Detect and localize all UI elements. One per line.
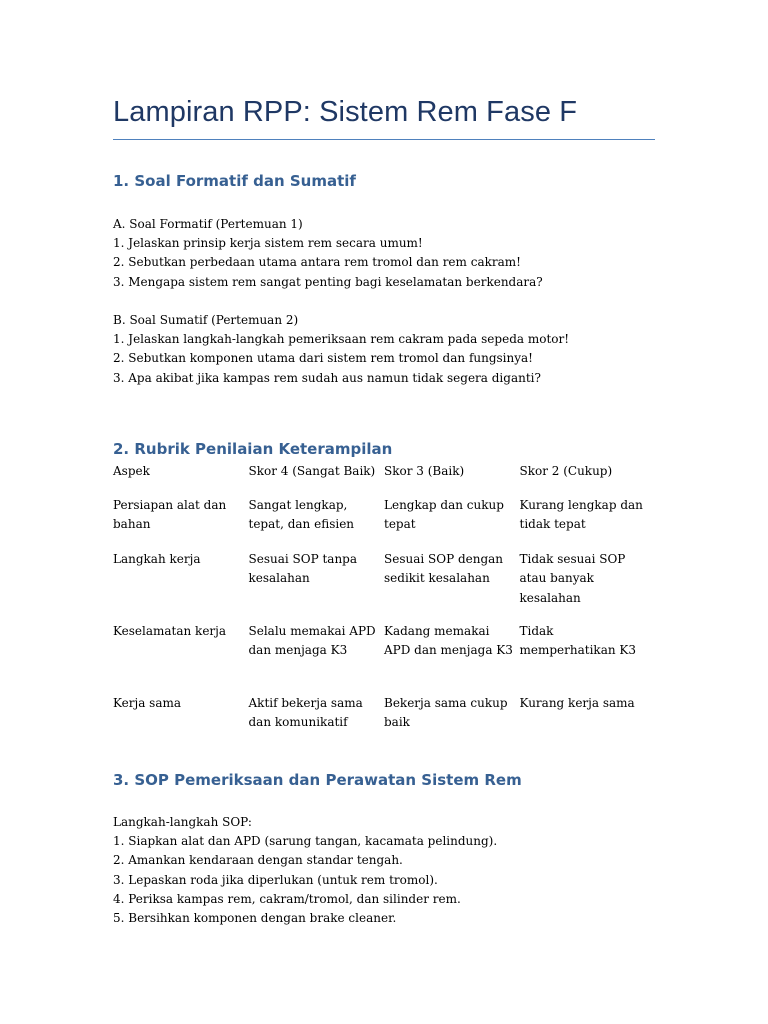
rubric-row (113, 494, 655, 548)
rubric-column-header: Skor 2 (Cukup) (519, 464, 613, 478)
rubric-row (113, 620, 655, 692)
formatif-question: 2. Sebutkan perbedaan utama antara rem tromol dan rem cakram! (113, 255, 521, 270)
rubric-column-header: Aspek (113, 464, 150, 478)
sop-step: 3. Lepaskan roda jika diperlukan (untuk rem tromol). (113, 872, 438, 887)
section-heading-sop: 3. SOP Pemeriksaan dan Perawatan Sistem Rem (113, 771, 522, 789)
rubric-cell: Tidak memperhatikan K3 (519, 624, 636, 658)
sumatif-question: 2. Sebutkan komponen utama dari sistem rem tromol dan fungsinya! (113, 351, 533, 366)
section-heading-rubrik: 2. Rubrik Penilaian Keterampilan (113, 440, 393, 458)
title-underline (113, 139, 655, 140)
rubric-cell: Sangat lengkap, tepat, dan efisien (248, 498, 355, 532)
rubric-cell: Sesuai SOP dengan sedikit kesalahan (384, 552, 504, 586)
rubric-cell: Tidak sesuai SOP atau banyak kesalahan (519, 552, 626, 605)
sumatif-block (113, 311, 569, 388)
rubric-cell: Persiapan alat dan bahan (113, 498, 227, 532)
rubric-cell: Bekerja sama cukup baik (384, 696, 508, 730)
formatif-label: A. Soal Formatif (Pertemuan 1) (113, 217, 303, 231)
sop-intro: Langkah-langkah SOP: (113, 815, 252, 829)
formatif-question: 1. Jelaskan prinsip kerja sistem rem secara umum! (113, 236, 423, 251)
sop-step: 1. Siapkan alat dan APD (sarung tangan, kacamata pelindung). (113, 834, 498, 849)
rubric-cell: Selalu memakai APD dan menjaga K3 (248, 624, 376, 658)
rubric-cell: Kurang lengkap dan tidak tepat (519, 498, 643, 532)
rubric-column-header: Skor 4 (Sangat Baik) (248, 464, 376, 478)
sop-step: 2. Amankan kendaraan dengan standar tengah. (113, 853, 403, 868)
sop-step: 5. Bersihkan komponen dengan brake cleaner. (113, 910, 397, 925)
rubric-cell: Kurang kerja sama (519, 696, 635, 710)
sumatif-label: B. Soal Sumatif (Pertemuan 2) (113, 313, 299, 327)
sop-block (113, 813, 497, 928)
section-heading-soal: 1. Soal Formatif dan Sumatif (113, 172, 356, 190)
rubric-header-row (113, 460, 655, 494)
rubric-cell: Langkah kerja (113, 552, 201, 566)
formatif-question: 3. Mengapa sistem rem sangat penting bagi keselamatan berkendara? (113, 274, 543, 289)
formatif-block (113, 215, 543, 292)
rubric-cell: Aktif bekerja sama dan komunikatif (248, 696, 363, 730)
rubric-row (113, 548, 655, 620)
rubric-row (113, 692, 655, 744)
sumatif-question: 1. Jelaskan langkah-langkah pemeriksaan rem cakram pada sepeda motor! (113, 332, 570, 347)
rubric-cell: Sesuai SOP tanpa kesalahan (248, 552, 358, 586)
rubric-cell: Kadang memakai APD dan menjaga K3 (384, 624, 513, 658)
rubric-cell: Keselamatan kerja (113, 624, 227, 638)
rubric-cell: Lengkap dan cukup tepat (384, 498, 504, 532)
document-title: Lampiran RPP: Sistem Rem Fase F (113, 96, 578, 128)
rubric-column-header: Skor 3 (Baik) (384, 464, 465, 478)
sumatif-question: 3. Apa akibat jika kampas rem sudah aus namun tidak segera diganti? (113, 370, 541, 385)
sop-step: 4. Periksa kampas rem, cakram/tromol, dan silinder rem. (113, 891, 461, 906)
rubric-table (113, 460, 655, 744)
rubric-cell: Kerja sama (113, 696, 182, 710)
